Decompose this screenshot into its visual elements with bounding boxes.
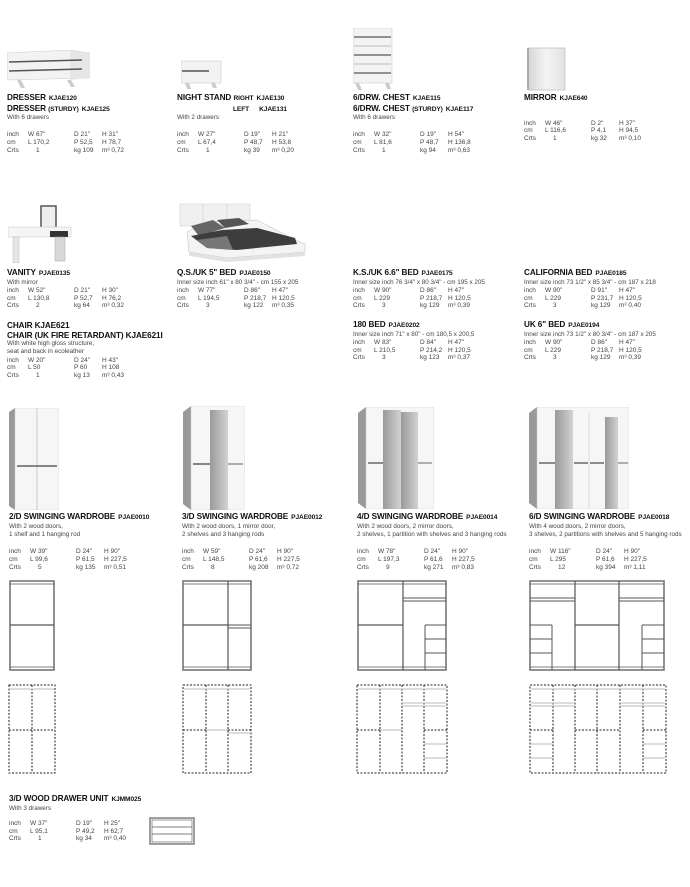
spec-table: inch W 67" D 21" H 31" cm L 170,2 P 52,5 H 78,7 Crts 1 kg 109 m³ 0,72 [7, 131, 125, 154]
product-drawer-unit [9, 794, 141, 843]
wardrobe-3d-interior-diagram [182, 580, 252, 671]
spec-table: inch W 37" D 19" H 25" cm L 95,1 P 49,2 H 62,7 Crts 1 kg 34 m³ 0,40 [9, 819, 127, 843]
product-vanity [7, 268, 124, 310]
product-title: CHAIR KJAE621 [7, 321, 70, 330]
product-wardrobe-2d [9, 512, 149, 571]
product-mirror [524, 93, 641, 142]
spec-table: inch W 116" D 24" H 90" cm L 295 P 61,6 H 227,5 Crts 12 kg 394 m³ 1,11 [529, 548, 647, 571]
wardrobe-4d-interior-diagram [357, 580, 447, 671]
product-title: 180 BED PJAE0202 [353, 320, 420, 329]
product-title: DRESSER (STURDY) KJAE125 [7, 103, 110, 113]
product-title: CHAIR (UK FIRE RETARDANT) KJAE621I [7, 330, 163, 340]
product-california-bed [524, 268, 656, 310]
wardrobe-6d-image [529, 407, 629, 509]
product-night-stand [177, 93, 294, 154]
product-description: Inner size inch 73 1/2" x 80 3/4" - cm 187 x 205 [524, 330, 656, 338]
product-description: With 2 wood doors, 1 mirror door, [182, 522, 276, 530]
wardrobe-3d-doors-diagram [182, 684, 252, 774]
spec-table: inch W 83" D 84" H 47" cm L 210,5 P 214,2 H 120,5 Crts 3 kg 123 m³ 0,37 [353, 338, 471, 362]
wardrobe-6d-interior-diagram [529, 580, 665, 671]
product-description: With 4 wood doors, 2 mirror doors, [529, 522, 626, 530]
product-chest [353, 93, 473, 154]
wardrobe-6d-doors-diagram [529, 684, 667, 774]
product-description: 2 shelves, 1 partition with shelves and 3 hanging rods [357, 530, 507, 538]
product-chair [7, 321, 163, 380]
product-description: With mirror [7, 278, 38, 286]
product-description: With 3 drawers [9, 804, 51, 812]
spec-table: inch W 27" D 19" H 21" cm L 67,4 P 48,7 H 53,8 Crts 1 kg 39 m³ 0,20 [177, 131, 295, 154]
product-description: With 2 wood doors, [9, 522, 63, 530]
night-stand-image [181, 59, 223, 89]
product-description: With 6 drawers [353, 114, 395, 121]
spec-table: inch W 59" D 24" H 90" cm L 148,5 P 61,6 H 227,5 Crts 8 kg 208 m³ 0,72 [182, 548, 300, 571]
wardrobe-2d-doors-diagram [8, 684, 56, 774]
product-description: Inner size inch 76 3/4" x 80 3/4" - cm 195 x 205 [353, 278, 485, 286]
product-title: 4/D SWINGING WARDROBE PJAE0014 [357, 512, 498, 521]
product-title: CALIFORNIA BED PJAE0185 [524, 268, 627, 277]
product-ks-uk-bed [353, 268, 485, 310]
product-wardrobe-4d [357, 512, 506, 571]
spec-table: inch W 39" D 24" H 90" cm L 99,6 P 61,5 H 227,5 Crts 5 kg 135 m³ 0,51 [9, 548, 127, 571]
spec-table: inch W 90" D 86" H 47" cm L 229 P 218,7 H 120,5 Crts 3 kg 129 m³ 0,39 [524, 338, 642, 362]
spec-table: inch W 20" D 24" H 43" cm L 50 P 60 H 108 Crts 1 kg 13 m³ 0,43 [7, 356, 125, 379]
product-title: 2/D SWINGING WARDROBE PJAE0010 [9, 512, 150, 521]
product-title: 6/DRW. CHEST KJAE115 [353, 93, 441, 102]
product-description: Inner size inch 71" x 80" - cm 180,5 x 200,5 [353, 330, 475, 338]
product-title: NIGHT STAND RIGHT KJAE130 [177, 93, 285, 102]
spec-table: inch W 90" D 86" H 47" cm L 229 P 218,7 H 120,5 Crts 3 kg 129 m³ 0,39 [353, 286, 471, 310]
wardrobe-2d-image [9, 408, 59, 510]
product-title: UK 6" BED PJAE0194 [524, 320, 600, 329]
spec-table: inch W 46" D 2" H 37" cm L 116,6 P 4,1 H 94,5 Crts 1 kg 32 m³ 0,10 [524, 119, 642, 142]
product-description: 1 shelf and 1 hanging rod [9, 530, 81, 538]
wardrobe-4d-doors-diagram [356, 684, 448, 774]
product-description: With 6 drawers [7, 114, 49, 121]
product-description: seat and back in ecoleather [7, 348, 85, 356]
vanity-image [8, 205, 73, 263]
product-title: LEFT KJAE131 [233, 105, 287, 113]
product-description: With white high gloss structure, [7, 340, 95, 347]
product-description: With 2 drawers [177, 114, 219, 121]
product-title: 3/D WOOD DRAWER UNIT KJMM025 [9, 794, 142, 803]
product-wardrobe-3d [182, 512, 322, 571]
wardrobe-3d-image [183, 406, 245, 510]
product-uk-6-bed [524, 320, 656, 362]
product-wardrobe-6d [529, 512, 682, 571]
product-title: Q.S./UK 5" BED PJAE0150 [177, 268, 271, 277]
product-bed-180 [353, 320, 474, 362]
wardrobe-2d-interior-diagram [9, 580, 55, 671]
spec-table: inch W 77" D 86" H 47" cm L 194,5 P 218,7 H 120,5 Crts 3 kg 122 m³ 0,35 [177, 286, 295, 310]
spec-table: inch W 78" D 24" H 90" cm L 197,3 P 61,6 H 227,5 Crts 9 kg 271 m³ 0,83 [357, 548, 475, 571]
product-description: With 2 wood doors, 2 mirror doors, [357, 522, 454, 530]
product-title: DRESSER KJAE120 [7, 93, 77, 102]
wardrobe-4d-image [358, 407, 434, 509]
drawer-unit-diagram [149, 817, 195, 845]
product-title: K.S./UK 6.6" BED PJAE0175 [353, 268, 453, 277]
spec-table: inch W 32" D 19" H 54" cm L 81,6 P 48,7 H 136,8 Crts 1 kg 94 m³ 0,63 [353, 131, 471, 154]
product-description: Inner size inch 73 1/2" x 85 3/4" - cm 187 x 218 [524, 278, 656, 286]
chest-image [353, 28, 393, 90]
spec-table: inch W 52" D 21" H 30" cm L 130,8 P 52,7 H 76,2 Crts 2 kg 64 m³ 0,32 [7, 286, 125, 310]
product-title: MIRROR KJAE640 [524, 93, 588, 102]
spec-table: inch W 90" D 91" H 47" cm L 229 P 231,7 H 120,5 Crts 3 kg 129 m³ 0,40 [524, 286, 642, 310]
product-dresser [7, 93, 124, 154]
product-description: 2 shelves and 3 hanging rods [182, 530, 265, 538]
bed-image [177, 202, 312, 264]
product-title: VANITY PJAE0135 [7, 268, 70, 277]
product-title: 3/D SWINGING WARDROBE PJAE0012 [182, 512, 323, 521]
mirror-image [527, 46, 567, 91]
product-description: 3 shelves, 2 partitions with shelves and 5 hanging rods [529, 530, 682, 538]
product-title: 6/D SWINGING WARDROBE PJAE0018 [529, 512, 670, 521]
product-description: Inner size inch 61" x 80 3/4" - cm 155 x 205 [177, 278, 299, 286]
dresser-image [7, 50, 90, 88]
product-title: 6/DRW. CHEST (STURDY) KJAE117 [353, 103, 474, 113]
product-qs-uk-bed [177, 268, 298, 310]
